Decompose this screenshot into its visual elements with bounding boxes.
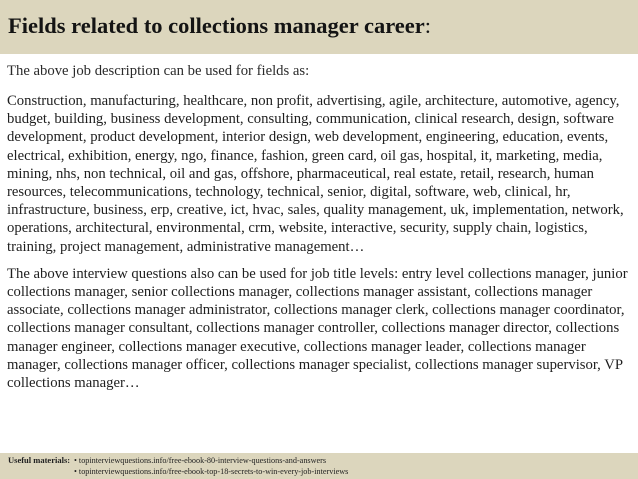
title-text: Fields related to collections manager career <box>8 13 425 38</box>
footer-label: Useful materials: <box>8 455 71 465</box>
title-colon: : <box>424 13 432 38</box>
title-bar <box>0 0 638 54</box>
page-title <box>8 13 431 39</box>
job-levels-paragraph: The above interview questions also can be used for job title levels: entry level collections manager, junior collections manager, senior collections manager, collections manager assistant, collections manager associate, collections manager administrator, collections manager clerk, collections manager coordinator, collections manager consultant, collections manager controller, collections manager director, collections manager engineer, collections manager executive, collections manager leader, collections manager manager, collections manager officer, collections manager specialist, collections manager supervisor, VP collections manager… <box>7 265 628 392</box>
footer-link-ebook-80-questions[interactable]: • topinterviewquestions.info/free-ebook-80-interview-questions-and-answers <box>74 456 327 465</box>
intro-text: The above job description can be used for fields as: <box>7 63 310 79</box>
footer-link-ebook-18-secrets[interactable]: • topinterviewquestions.info/free-ebook-top-18-secrets-to-win-every-job-interviews <box>74 467 349 476</box>
content-area <box>7 62 633 392</box>
footer-bar <box>0 453 638 479</box>
fields-paragraph: Construction, manufacturing, healthcare, non profit, advertising, agile, architecture, automotive, agency, budget, building, business development, consulting, communication, clinical research, design, software development, product development, interior design, web development, engineering, education, events, electrical, exhibition, energy, ngo, finance, fashion, green card, oil gas, hospital, it, marketing, media, mining, nhs, non technical, oil and gas, offshore, pharmaceutical, real estate, retail, research, human resources, telecommunications, technology, technical, senior, digital, software, web, clinical, hr, infrastructure, business, erp, creative, ict, hvac, sales, quality management, uk, implementation, network, operations, architectural, environmental, crm, website, interactive, security, supply chain, logistics, training, project management, administrative management… <box>7 93 624 255</box>
footer-links <box>74 455 348 477</box>
